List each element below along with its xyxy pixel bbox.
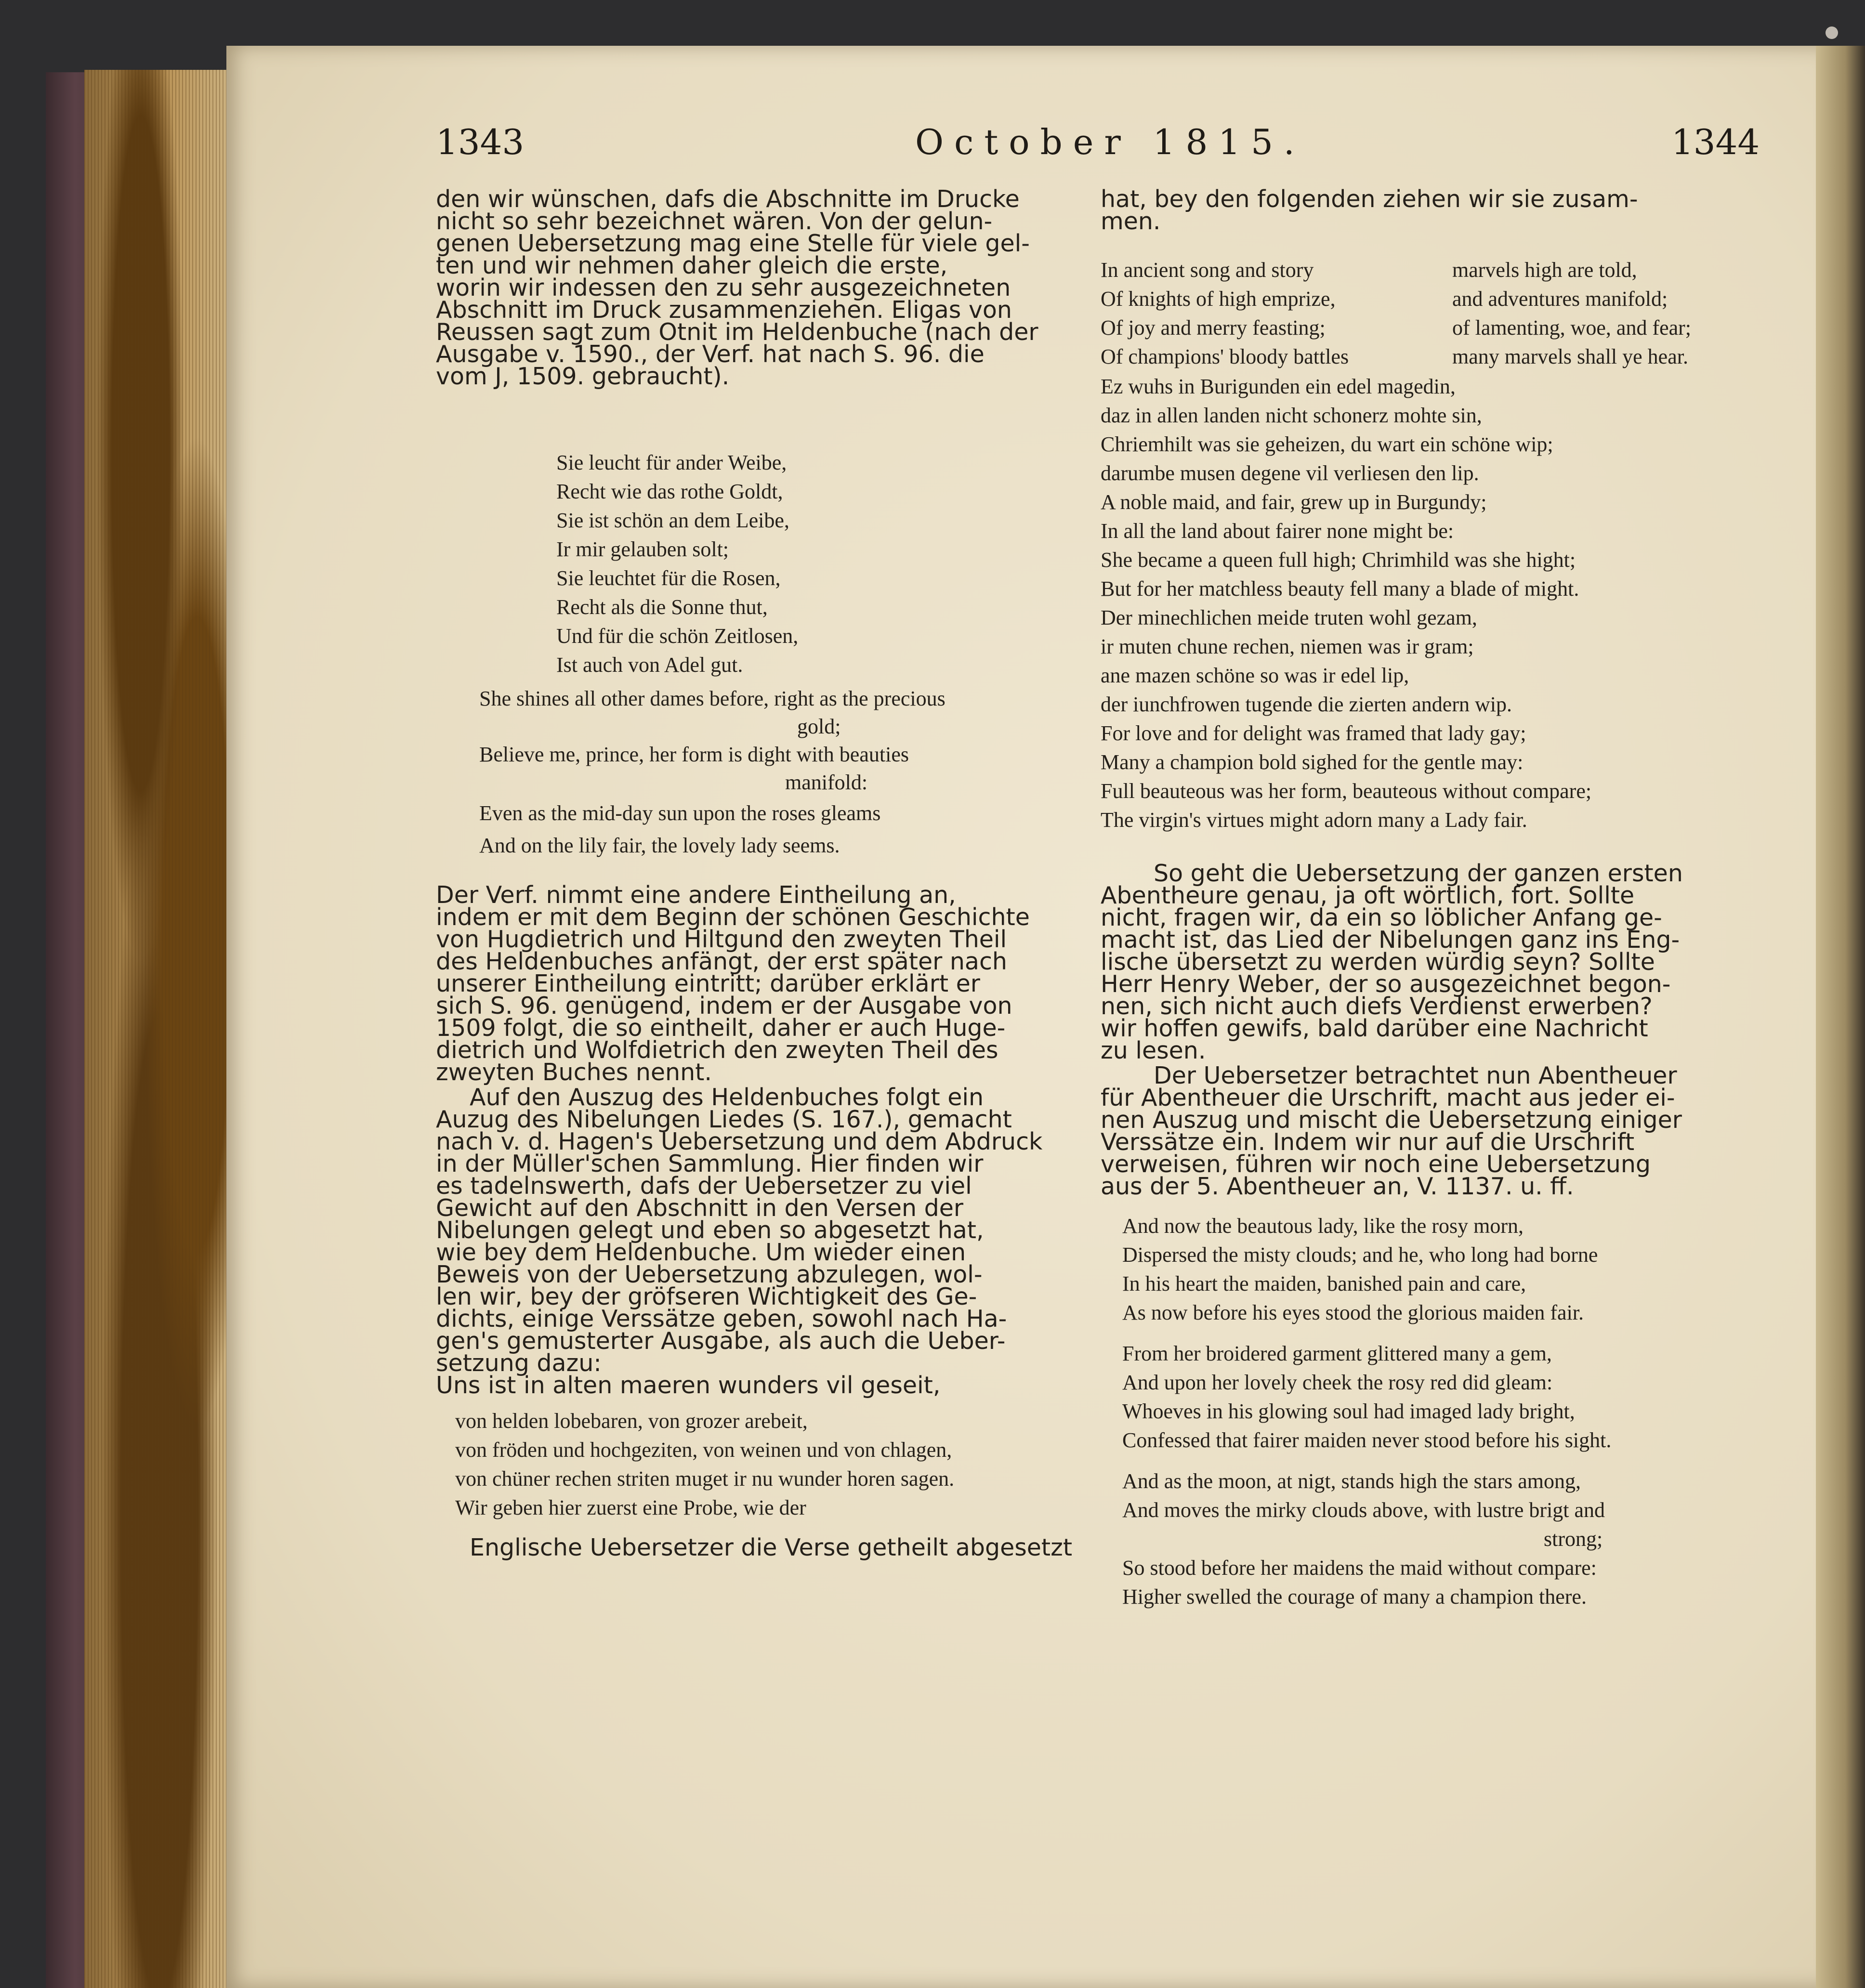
text-line: From her broidered garment glittered many a gem,	[1122, 1342, 1552, 1365]
text-line: von fröden und hochgeziten, von weinen und von chlagen,	[455, 1438, 952, 1462]
text-line: Of joy and merry feasting;	[1101, 316, 1326, 340]
text-line: In ancient song and story	[1101, 258, 1314, 282]
text-line: ane mazen schöne so was ir edel lip,	[1101, 664, 1409, 687]
text-line: Nibelungen gelegt und eben so abgesetzt hat,	[436, 1216, 984, 1244]
text-line: wie bey dem Heldenbuche. Um wieder einen	[436, 1239, 966, 1266]
text-line: Der Uebersetzer betrachtet nun Abentheuer	[1154, 1062, 1677, 1089]
text-line: And now the beautous lady, like the rosy morn,	[1122, 1214, 1524, 1238]
text-line: In all the land about fairer none might be:	[1101, 519, 1454, 543]
text-line: Verssätze ein. Indem wir nur auf die Urschrift	[1101, 1128, 1635, 1156]
text-line: von Hugdietrich und Hiltgund den zweyten Theil	[436, 926, 1007, 953]
text-line: In his heart the maiden, banished pain and care,	[1122, 1272, 1526, 1295]
text-line: Wir geben hier zuerst eine Probe, wie der	[455, 1496, 806, 1519]
text-line: Recht als die Sonne thut,	[556, 595, 768, 619]
text-line: So stood before her maidens the maid without compare:	[1122, 1556, 1597, 1580]
text-line: Chriemhilt was sie geheizen, du wart ein schöne wip;	[1101, 432, 1553, 456]
text-line: setzung dazu:	[436, 1349, 602, 1377]
text-line: worin wir indessen den zu sehr ausgezeichneten	[436, 274, 1011, 301]
text-line: Recht wie das rothe Goldt,	[556, 480, 783, 503]
text-line: A noble maid, and fair, grew up in Burgundy;	[1101, 490, 1487, 514]
text-line: But for her matchless beauty fell many a blade of might.	[1101, 577, 1579, 601]
text-line: Englische Uebersetzer die Verse getheilt abgesetzt	[470, 1534, 1073, 1561]
text-line: hat, bey den folgenden ziehen wir sie zusam-	[1101, 185, 1638, 213]
text-line: men.	[1101, 208, 1161, 235]
text-line: And upon her lovely cheek the rosy red did gleam:	[1122, 1371, 1553, 1394]
text-line: and adventures manifold;	[1452, 287, 1668, 311]
text-line: nen, sich nicht auch diefs Verdienst erwerben?	[1101, 993, 1653, 1020]
text-line: len wir, bey der gröfseren Wichtigkeit des Ge-	[436, 1283, 977, 1310]
text-line: For love and for delight was framed that lady gay;	[1101, 721, 1526, 745]
text-line: in der Müller'schen Sammlung. Hier finden wir	[436, 1150, 984, 1177]
text-line: nicht, fragen wir, da ein so löblicher Anfang ge-	[1101, 904, 1662, 931]
text-line: 1509 folgt, die so eintheilt, daher er auch Huge-	[436, 1014, 1006, 1042]
text-line: Full beauteous was her form, beauteous without compare;	[1101, 779, 1592, 803]
text-line: Of champions' bloody battles	[1101, 345, 1349, 368]
text-line: gold;	[797, 715, 841, 738]
text-line: The virgin's virtues might adorn many a Lady fair.	[1101, 808, 1527, 832]
text-line: gen's gemusterter Ausgabe, als auch die Ueber-	[436, 1327, 1006, 1355]
text-line: genen Uebersetzung mag eine Stelle für viele gel-	[436, 230, 1030, 257]
text-line: Und für die schön Zeitlosen,	[556, 624, 799, 648]
running-title: October 1815.	[915, 122, 1305, 162]
text-line: nen Auszug und mischt die Uebersetzung einiger	[1101, 1106, 1682, 1134]
text-line: Ez wuhs in Burigunden ein edel magedin,	[1101, 375, 1456, 398]
text-line: zweyten Buches nennt.	[436, 1059, 712, 1086]
text-line: vom J, 1509. gebraucht).	[436, 363, 730, 390]
text-line: den wir wünschen, dafs die Abschnitte im Drucke	[436, 185, 1020, 213]
text-line: Confessed that fairer maiden never stood before his sight.	[1122, 1428, 1612, 1452]
text-line: And on the lily fair, the lovely lady seems.	[479, 834, 840, 857]
text-line: nicht so sehr bezeichnet wären. Von der gelun-	[436, 208, 993, 235]
text-line: Believe me, prince, her form is dight with beauties	[479, 743, 909, 766]
text-line: macht ist, das Lied der Nibelungen ganz ins Eng-	[1101, 926, 1680, 954]
text-line: ten und wir nehmen daher gleich die erste,	[436, 252, 948, 279]
text-line: Gewicht auf den Abschnitt in den Versen der	[436, 1194, 964, 1222]
text-line: of lamenting, woe, and fear;	[1452, 316, 1692, 340]
text-line: Higher swelled the courage of many a champion there.	[1122, 1585, 1587, 1609]
text-line: Der minechlichen meide truten wohl gezam,	[1101, 606, 1477, 629]
text-line: wir hoffen gewifs, bald darüber eine Nachricht	[1101, 1015, 1648, 1042]
text-line: dietrich und Wolfdietrich den zweyten Theil des	[436, 1036, 998, 1064]
text-line: Whoeves in his glowing soul had imaged lady bright,	[1122, 1399, 1575, 1423]
scan-marker-icon	[1826, 26, 1838, 39]
text-line: Many a champion bold sighed for the gentle may:	[1101, 750, 1524, 774]
text-line: von chüner rechen striten muget ir nu wunder horen sagen.	[455, 1467, 955, 1491]
text-line: von helden lobebaren, von grozer arebeit,	[455, 1409, 808, 1433]
text-line: She became a queen full high; Chrimhild was she hight;	[1101, 548, 1576, 572]
page-number-right: 1344	[1671, 122, 1760, 162]
text-line: verweisen, führen wir noch eine Uebersetzung	[1101, 1151, 1651, 1178]
text-line: für Abentheuer die Urschrift, macht aus jeder ei-	[1101, 1084, 1675, 1112]
text-line: She shines all other dames before, right as the precious	[479, 687, 946, 710]
text-line: daz in allen landen nicht schonerz mohte sin,	[1101, 404, 1482, 427]
text-line: Sie leuchtet für die Rosen,	[556, 566, 781, 590]
text-line: Ist auch von Adel gut.	[556, 653, 743, 677]
text-line: many marvels shall ye hear.	[1452, 345, 1688, 368]
text-line: Dispersed the misty clouds; and he, who long had borne	[1122, 1243, 1598, 1267]
text-line: Ir mir gelauben solt;	[556, 537, 729, 561]
facing-page-edge	[1816, 46, 1865, 1988]
text-line: Ausgabe v. 1590., der Verf. hat nach S. 96. die	[436, 340, 985, 368]
text-line: Abentheure genau, ja oft wörtlich, fort. Sollte	[1101, 882, 1635, 909]
text-line: And as the moon, at nigt, stands high the stars among,	[1122, 1469, 1581, 1493]
text-line: Reussen sagt zum Otnit im Heldenbuche (nach der	[436, 318, 1038, 346]
text-line: Auf den Auszug des Heldenbuches folgt ein	[470, 1084, 984, 1111]
text-line: dichts, einige Verssätze geben, sowohl nach Ha-	[436, 1305, 1007, 1333]
text-line: nach v. d. Hagen's Uebersetzung und dem Abdruck	[436, 1128, 1043, 1155]
text-line: darumbe musen degene vil verliesen den lip.	[1101, 461, 1479, 485]
text-line: strong;	[1544, 1527, 1603, 1551]
text-line: Der Verf. nimmt eine andere Eintheilung an,	[436, 881, 956, 909]
text-line: Uns ist in alten maeren wunders vil geseit,	[436, 1372, 941, 1399]
text-line: So geht die Uebersetzung der ganzen ersten	[1154, 860, 1683, 887]
text-line: marvels high are told,	[1452, 258, 1637, 282]
text-line: der iunchfrowen tugende die zierten andern wip.	[1101, 693, 1512, 716]
text-line: zu lesen.	[1101, 1037, 1206, 1064]
text-line: As now before his eyes stood the glorious maiden fair.	[1122, 1301, 1584, 1324]
text-line: unserer Eintheilung eintritt; darüber erklärt er	[436, 970, 980, 997]
text-line: manifold:	[785, 771, 868, 794]
text-line: lische übersetzt zu werden würdig seyn? Sollte	[1101, 948, 1655, 976]
text-line: es tadelnswerth, dafs der Uebersetzer zu viel	[436, 1172, 972, 1200]
text-line: Beweis von der Uebersetzung abzulegen, wol-	[436, 1261, 983, 1288]
text-line: Auzug des Nibelungen Liedes (S. 167.), gemacht	[436, 1106, 1012, 1133]
text-line: And moves the mirky clouds above, with lustre brigt and	[1122, 1498, 1605, 1522]
text-line: Sie ist schön an dem Leibe,	[556, 509, 789, 532]
text-line: Abschnitt im Druck zusammenziehen. Eligas von	[436, 296, 1012, 324]
text-line: ir muten chune rechen, niemen was ir gram;	[1101, 635, 1474, 658]
text-line: sich S. 96. genügend, indem er der Ausgabe von	[436, 992, 1012, 1020]
text-line: Of knights of high emprize,	[1101, 287, 1336, 311]
text-line: Herr Henry Weber, der so ausgezeichnet begon-	[1101, 970, 1671, 998]
text-line: Sie leucht für ander Weibe,	[556, 451, 787, 474]
page-number-left: 1343	[436, 122, 525, 162]
text-line: indem er mit dem Beginn der schönen Geschichte	[436, 903, 1030, 931]
text-line: aus der 5. Abentheuer an, V. 1137. u. ff.	[1101, 1173, 1574, 1200]
text-line: des Heldenbuches anfängt, der erst später nach	[436, 948, 1007, 975]
text-line: Even as the mid-day sun upon the roses gleams	[479, 801, 881, 825]
